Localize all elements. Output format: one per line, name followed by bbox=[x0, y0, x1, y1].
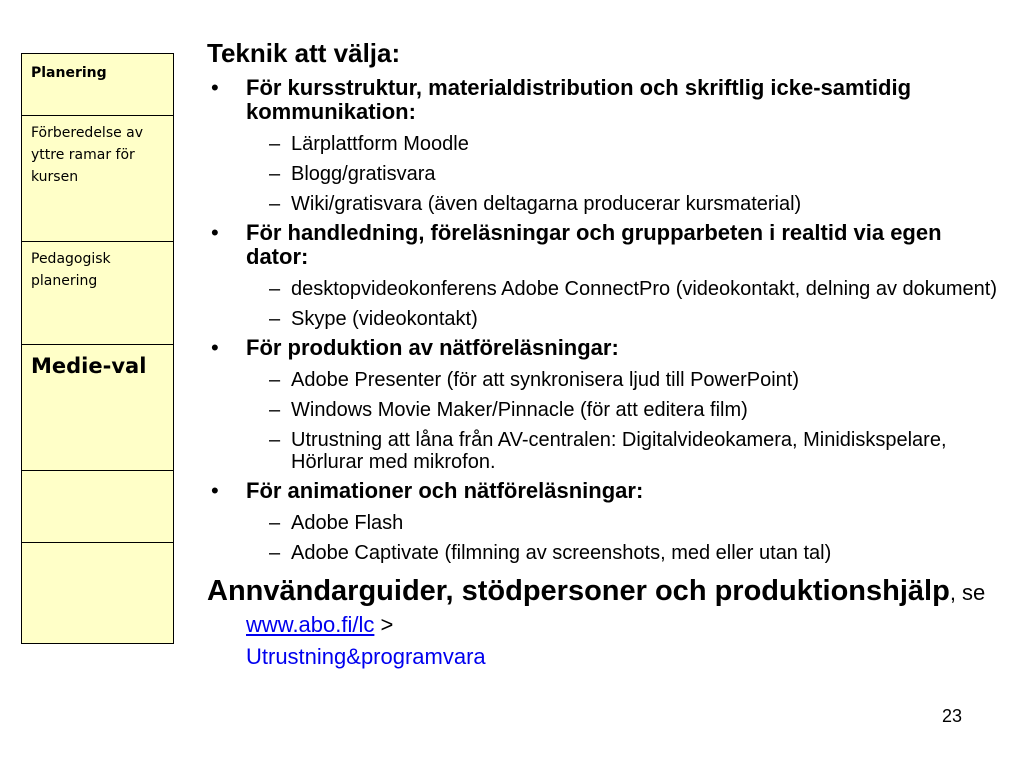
slide-heading: Teknik att välja: bbox=[207, 38, 401, 68]
list-item-text: Adobe Flash bbox=[291, 512, 404, 534]
lc-link[interactable]: www.abo.fi/lc bbox=[246, 612, 375, 637]
list-item bbox=[207, 429, 1007, 473]
resources-separator: , se bbox=[949, 580, 986, 605]
list-item bbox=[207, 308, 1007, 330]
dash-icon: – bbox=[269, 278, 281, 300]
list-item bbox=[207, 163, 1007, 185]
list-item-text: desktopvideokonferens Adobe ConnectPro (videokontakt, delning av dokument) bbox=[291, 278, 998, 300]
list-item-text: Windows Movie Maker/Pinnacle (för att editera film) bbox=[291, 399, 748, 421]
dash-icon: – bbox=[269, 193, 281, 215]
bullet-icon: • bbox=[211, 335, 219, 360]
list-item-text: Blogg/gratisvara bbox=[291, 163, 436, 185]
planning-table bbox=[21, 53, 174, 644]
section-title-text: För produktion av nätföreläsningar: bbox=[246, 335, 619, 360]
dash-icon: – bbox=[269, 512, 281, 534]
section-title bbox=[207, 336, 1007, 360]
dash-icon: – bbox=[269, 399, 281, 421]
section-title-text: För handledning, föreläsningar och grupparbeten i realtid via egen dator: bbox=[246, 220, 942, 269]
bullet-icon: • bbox=[211, 75, 219, 100]
resources-paragraph bbox=[207, 576, 1007, 672]
page-number: 23 bbox=[941, 706, 962, 726]
list-item bbox=[207, 133, 1007, 155]
resources-title: Annvändarguider, stödpersoner och produktionshjälp bbox=[207, 575, 950, 607]
section-title bbox=[207, 221, 1007, 269]
bullet-icon: • bbox=[211, 478, 219, 503]
section-title-text: För kursstruktur, materialdistribution och skriftlig icke-samtidig kommunikation: bbox=[246, 75, 912, 124]
list-item bbox=[207, 278, 1007, 300]
list-item bbox=[207, 542, 1007, 564]
dash-icon: – bbox=[269, 429, 281, 451]
list-item-text: Utrustning att låna från AV-centralen: Digitalvideokamera, Minidiskspelare, Hörlurar med mikrofon. bbox=[291, 429, 947, 473]
planning-cell-media-choice: Medie-val bbox=[22, 345, 173, 471]
list-item bbox=[207, 369, 1007, 391]
slide-content bbox=[207, 36, 1007, 672]
list-item-text: Skype (videokontakt) bbox=[291, 308, 478, 330]
list-item bbox=[207, 193, 1007, 215]
section-title bbox=[207, 479, 1007, 503]
list-item bbox=[207, 399, 1007, 421]
dash-icon: – bbox=[269, 163, 281, 185]
planning-cell-preparation: Förberedelse av yttre ramar för kursen bbox=[22, 116, 173, 242]
bullet-icon: • bbox=[211, 220, 219, 245]
section-title bbox=[207, 76, 1007, 124]
planning-header: Planering bbox=[22, 54, 173, 116]
list-item-text: Adobe Captivate (filmning av screenshots, med eller utan tal) bbox=[291, 542, 832, 564]
equipment-software-link[interactable]: Utrustning&programvara bbox=[246, 644, 486, 669]
section-title-text: För animationer och nätföreläsningar: bbox=[246, 478, 644, 503]
dash-icon: – bbox=[269, 369, 281, 391]
breadcrumb-arrow: > bbox=[374, 612, 394, 637]
dash-icon: – bbox=[269, 308, 281, 330]
planning-cell-empty-2 bbox=[22, 543, 173, 643]
dash-icon: – bbox=[269, 133, 281, 155]
list-item-text: Wiki/gratisvara (även deltagarna producerar kursmaterial) bbox=[291, 193, 802, 215]
planning-cell-pedagogical: Pedagogisk planering bbox=[22, 242, 173, 345]
list-item-text: Adobe Presenter (för att synkronisera ljud till PowerPoint) bbox=[291, 369, 800, 391]
list-item-text: Lärplattform Moodle bbox=[291, 133, 469, 155]
dash-icon: – bbox=[269, 542, 281, 564]
list-item bbox=[207, 512, 1007, 534]
planning-cell-empty-1 bbox=[22, 471, 173, 543]
